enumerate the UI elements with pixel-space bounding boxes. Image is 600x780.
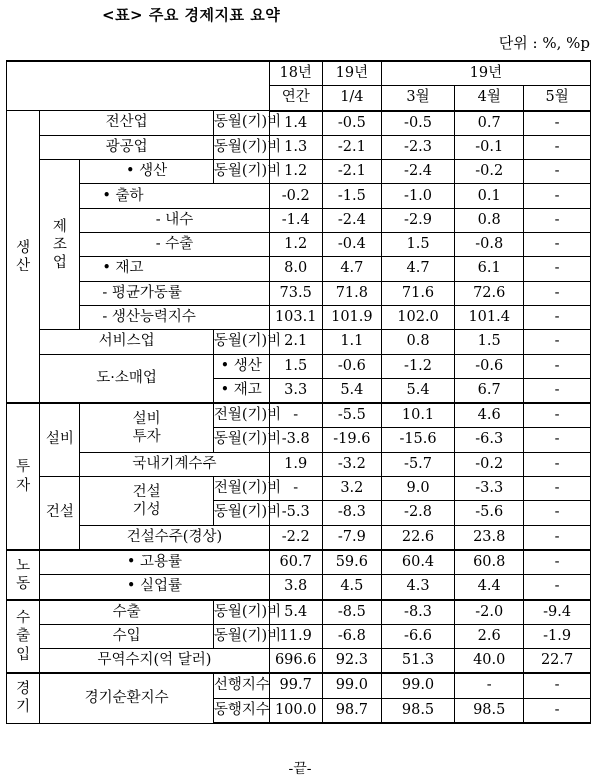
row-label: 수출 (40, 600, 213, 625)
cell: 100.0 (269, 698, 322, 723)
cell: -2.4 (322, 208, 381, 232)
table-row (7, 135, 591, 159)
row-label: • 실업률 (40, 575, 269, 600)
cell: 696.6 (269, 649, 322, 674)
group-labor: 노 동 (7, 550, 40, 600)
cell: - (524, 477, 591, 501)
row-label-equip-investment: 설비 투자 (80, 403, 213, 452)
cell: 4.6 (455, 403, 524, 428)
cell: -1.9 (524, 624, 591, 648)
cell: - (524, 452, 591, 476)
cell: -5.6 (455, 501, 524, 525)
row-basis: 동월(기)비 (213, 111, 269, 136)
cell: -2.2 (269, 525, 322, 550)
cell: -2.4 (381, 160, 454, 184)
cell: 4.5 (322, 575, 381, 600)
row-basis: 동월(기)비 (213, 428, 269, 452)
group-investment: 투 자 (7, 403, 40, 550)
header-row-years (7, 61, 591, 86)
row-basis: 동행지수 (213, 698, 269, 723)
cell: 103.1 (269, 305, 322, 329)
cell: -8.3 (322, 501, 381, 525)
row-basis: 전월(기)비 (213, 403, 269, 428)
cell: 102.0 (381, 305, 454, 329)
cell: -0.6 (322, 354, 381, 378)
cell: 1.2 (269, 160, 322, 184)
cell: 8.0 (269, 257, 322, 281)
row-label: - 내수 (80, 208, 269, 232)
cell: -2.1 (322, 160, 381, 184)
row-label: 광공업 (40, 135, 213, 159)
row-basis: 동월(기)비 (213, 501, 269, 525)
economic-indicators-table (6, 60, 591, 724)
cell: 40.0 (455, 649, 524, 674)
row-label: 서비스업 (40, 330, 213, 354)
cell: -0.1 (455, 135, 524, 159)
cell: 5.4 (322, 378, 381, 403)
cell: - (524, 208, 591, 232)
cell: -6.8 (322, 624, 381, 648)
cell: -0.4 (322, 233, 381, 257)
cell: -9.4 (524, 600, 591, 625)
cell: - (524, 330, 591, 354)
table-row (7, 257, 591, 281)
cell: 1.9 (269, 452, 322, 476)
cell: -2.3 (381, 135, 454, 159)
table-row (7, 305, 591, 329)
table-row (7, 111, 591, 136)
cell: - (524, 698, 591, 723)
cell: -3.3 (455, 477, 524, 501)
cell: -3.2 (322, 452, 381, 476)
table-row (7, 184, 591, 208)
cell: - (524, 233, 591, 257)
cell: 1.1 (322, 330, 381, 354)
cell: 2.6 (455, 624, 524, 648)
cell: 3.2 (322, 477, 381, 501)
cell: 4.4 (455, 575, 524, 600)
cell: -8.5 (322, 600, 381, 625)
cell: 11.9 (269, 624, 322, 648)
cell: 1.5 (269, 354, 322, 378)
cell: 22.7 (524, 649, 591, 674)
cell: -2.9 (381, 208, 454, 232)
group-cycle: 경 기 (7, 673, 40, 723)
cell: - (524, 281, 591, 305)
table-row (7, 330, 591, 354)
table-row (7, 160, 591, 184)
cell: -2.0 (455, 600, 524, 625)
cell: -0.2 (455, 452, 524, 476)
cell: -0.6 (455, 354, 524, 378)
cell: 4.7 (381, 257, 454, 281)
unit-label: 단위 : %, %p (498, 34, 590, 52)
table-row (7, 624, 591, 648)
header-mar: 3월 (381, 86, 454, 111)
cell: - (524, 550, 591, 575)
row-label: 무역수지(억 달러) (40, 649, 269, 674)
cell: -0.5 (322, 111, 381, 136)
row-label: - 수출 (80, 233, 269, 257)
cell: 92.3 (322, 649, 381, 674)
cell: - (524, 501, 591, 525)
table-title: <표> 주요 경제지표 요약 (102, 6, 281, 24)
cell: - (455, 673, 524, 698)
cell: 99.0 (381, 673, 454, 698)
cell: 1.2 (269, 233, 322, 257)
row-label-const-done: 건설 기성 (80, 477, 213, 526)
row-label: 건설수주(경상) (80, 525, 269, 550)
row-label: - 생산능력지수 (80, 305, 269, 329)
cell: 3.8 (269, 575, 322, 600)
end-mark: -끝- (288, 761, 312, 777)
cell: - (524, 184, 591, 208)
table-row (7, 281, 591, 305)
header-q1: 1/4 (322, 86, 381, 111)
cell: -8.3 (381, 600, 454, 625)
cell: 73.5 (269, 281, 322, 305)
cell: 0.8 (455, 208, 524, 232)
cell: 0.8 (381, 330, 454, 354)
row-label: • 출하 (80, 184, 269, 208)
cell: 60.7 (269, 550, 322, 575)
group-trade: 수 출 입 (7, 600, 40, 674)
cell: 0.1 (455, 184, 524, 208)
cell: -19.6 (322, 428, 381, 452)
cell: -5.5 (322, 403, 381, 428)
cell: 4.7 (322, 257, 381, 281)
cell: 101.9 (322, 305, 381, 329)
cell: - (524, 305, 591, 329)
cell: -0.5 (381, 111, 454, 136)
cell: 99.0 (322, 673, 381, 698)
cell: - (524, 135, 591, 159)
cell: -1.5 (322, 184, 381, 208)
cell: -2.8 (381, 501, 454, 525)
row-label: 수입 (40, 624, 213, 648)
header-19y-q: 19년 (322, 61, 381, 86)
header-annual: 연간 (269, 86, 322, 111)
cell: 1.5 (381, 233, 454, 257)
cell: - (524, 160, 591, 184)
cell: - (524, 111, 591, 136)
cell: 99.7 (269, 673, 322, 698)
cell: - (524, 257, 591, 281)
row-label: • 재고 (80, 257, 269, 281)
table-row (7, 673, 591, 698)
group-manufacturing: 제 조 업 (40, 160, 80, 330)
cell: - (524, 428, 591, 452)
row-label: • 고용률 (40, 550, 269, 575)
cell: - (524, 525, 591, 550)
row-basis: 전월(기)비 (213, 477, 269, 501)
table-row (7, 649, 591, 674)
row-basis: 동월(기)비 (213, 135, 269, 159)
cell: 1.4 (269, 111, 322, 136)
cell: 5.4 (381, 378, 454, 403)
cell: -5.7 (381, 452, 454, 476)
table-row (7, 208, 591, 232)
table-row (7, 525, 591, 550)
subgroup-construction: 건설 (40, 477, 80, 550)
row-basis: 동월(기)비 (213, 624, 269, 648)
row-basis: 동월(기)비 (213, 600, 269, 625)
table-row (7, 600, 591, 625)
cell: 71.8 (322, 281, 381, 305)
cell: -2.1 (322, 135, 381, 159)
header-18y: 18년 (269, 61, 322, 86)
row-basis: 선행지수 (213, 673, 269, 698)
cell: 51.3 (381, 649, 454, 674)
table-row (7, 575, 591, 600)
cell: 4.3 (381, 575, 454, 600)
cell: 6.7 (455, 378, 524, 403)
cell: -6.6 (381, 624, 454, 648)
row-label: 전산업 (40, 111, 213, 136)
row-basis: 동월(기)비 (213, 160, 269, 184)
row-basis: • 생산 (213, 354, 269, 378)
row-label: • 생산 (80, 160, 213, 184)
cell: 98.5 (455, 698, 524, 723)
header-19y-monthly: 19년 (381, 61, 590, 86)
table-row (7, 403, 591, 428)
row-label: - 평균가동률 (80, 281, 269, 305)
cell: 98.7 (322, 698, 381, 723)
table-row (7, 550, 591, 575)
cell: 2.1 (269, 330, 322, 354)
row-label: 국내기계수주 (80, 452, 269, 476)
cell: 9.0 (381, 477, 454, 501)
subgroup-equipment: 설비 (40, 403, 80, 476)
cell: 3.3 (269, 378, 322, 403)
cell: 72.6 (455, 281, 524, 305)
header-apr: 4월 (455, 86, 524, 111)
cell: 10.1 (381, 403, 454, 428)
cell: -7.9 (322, 525, 381, 550)
cell: 23.8 (455, 525, 524, 550)
cell: 0.7 (455, 111, 524, 136)
cell: -1.0 (381, 184, 454, 208)
cell: -0.2 (455, 160, 524, 184)
cell: -0.2 (269, 184, 322, 208)
cell: 98.5 (381, 698, 454, 723)
cell: -5.3 (269, 501, 322, 525)
cell: 59.6 (322, 550, 381, 575)
cell: - (269, 477, 322, 501)
cell: 101.4 (455, 305, 524, 329)
cell: - (524, 354, 591, 378)
header-may: 5월 (524, 86, 591, 111)
cell: 1.5 (455, 330, 524, 354)
cell: -6.3 (455, 428, 524, 452)
cell: -0.8 (455, 233, 524, 257)
table-row (7, 452, 591, 476)
cell: - (524, 673, 591, 698)
cell: -1.4 (269, 208, 322, 232)
row-basis: • 재고 (213, 378, 269, 403)
cell: 60.4 (381, 550, 454, 575)
cell: - (524, 575, 591, 600)
group-production: 생 산 (7, 111, 40, 404)
table-row (7, 477, 591, 501)
row-basis: 동월(기)비 (213, 330, 269, 354)
cell: - (269, 403, 322, 428)
cell: 1.3 (269, 135, 322, 159)
table-row (7, 233, 591, 257)
header-blank (7, 61, 270, 111)
cell: -15.6 (381, 428, 454, 452)
cell: 5.4 (269, 600, 322, 625)
cell: 22.6 (381, 525, 454, 550)
cell: -1.2 (381, 354, 454, 378)
row-label: 도·소매업 (40, 354, 213, 403)
cell: 60.8 (455, 550, 524, 575)
row-label: 경기순환지수 (40, 673, 213, 723)
cell: - (524, 378, 591, 403)
cell: 71.6 (381, 281, 454, 305)
cell: 6.1 (455, 257, 524, 281)
cell: - (524, 403, 591, 428)
table-row (7, 354, 591, 378)
cell: -3.8 (269, 428, 322, 452)
